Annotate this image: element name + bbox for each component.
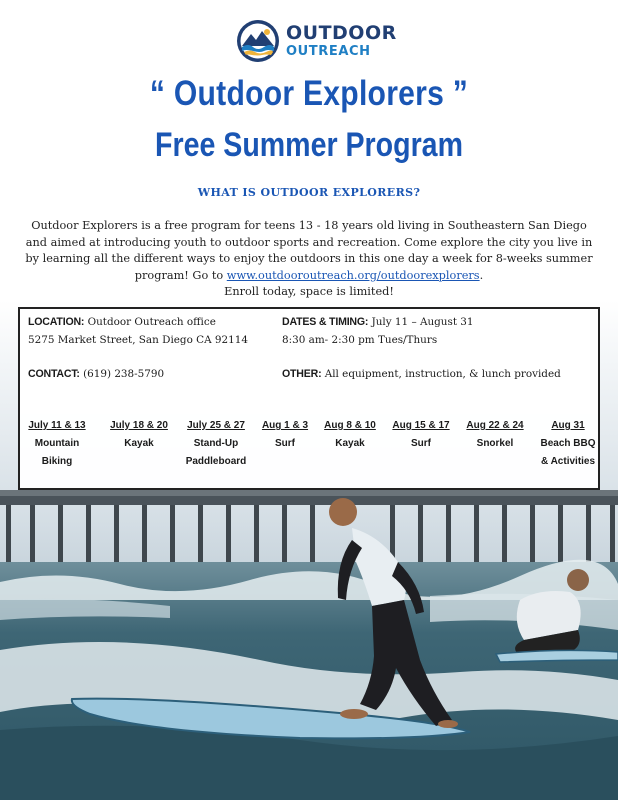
schedule-item bbox=[540, 417, 596, 471]
contact-label: CONTACT: bbox=[28, 368, 80, 380]
schedule-dates: Aug 22 & 24 bbox=[466, 420, 524, 431]
schedule-item bbox=[320, 417, 380, 453]
schedule-activity: Beach BBQ & Activities bbox=[540, 438, 596, 467]
intro-period: . bbox=[479, 268, 484, 282]
hours-value: 8:30 am- 2:30 pm Tues/Thurs bbox=[282, 334, 438, 346]
schedule-activity: Kayak bbox=[124, 438, 154, 449]
schedule-dates: Aug 15 & 17 bbox=[392, 420, 450, 431]
schedule-item bbox=[106, 417, 172, 453]
program-link[interactable]: www.outdooroutreach.org/outdoorexplorers bbox=[226, 268, 480, 282]
mountains-waves-icon bbox=[236, 19, 280, 63]
schedule-dates: Aug 8 & 10 bbox=[324, 420, 376, 431]
other-field bbox=[282, 365, 561, 383]
location-label: LOCATION: bbox=[28, 316, 85, 328]
schedule-item bbox=[182, 417, 250, 471]
location-field bbox=[28, 313, 248, 349]
program-title: “ Outdoor Explorers ” bbox=[149, 74, 469, 113]
other-label: OTHER: bbox=[282, 368, 322, 380]
schedule-activity: Kayak bbox=[335, 438, 365, 449]
program-info-box bbox=[18, 307, 600, 490]
enroll-text: Enroll today, space is limited! bbox=[224, 285, 394, 299]
contact-value[interactable]: (619) 238-5790 bbox=[83, 368, 165, 380]
schedule-dates: Aug 1 & 3 bbox=[261, 420, 309, 431]
logo-word-outdoor: OUTDOOR bbox=[286, 22, 397, 44]
address-value: 5275 Market Street, San Diego CA 92114 bbox=[28, 334, 248, 346]
other-value: All equipment, instruction, & lunch provided bbox=[324, 368, 561, 380]
dates-value: July 11 – August 31 bbox=[371, 316, 474, 328]
schedule-activity: Surf bbox=[411, 438, 431, 449]
dates-field bbox=[282, 313, 474, 349]
location-value: Outdoor Outreach office bbox=[87, 316, 216, 328]
schedule-dates: July 25 & 27 bbox=[187, 420, 245, 431]
outdoor-outreach-logo bbox=[236, 16, 397, 66]
schedule-dates: Aug 31 bbox=[551, 420, 585, 431]
schedule-dates: July 11 & 13 bbox=[28, 420, 86, 431]
schedule-activity: Snorkel bbox=[476, 438, 514, 449]
schedule-activity: Stand-Up Paddleboard bbox=[185, 438, 247, 467]
contact-field bbox=[28, 365, 164, 383]
schedule-item bbox=[260, 417, 310, 453]
schedule-item bbox=[464, 417, 526, 453]
intro-text: Outdoor Explorers is a free program for teens 13 - 18 years old living in Southeastern San Diego and aimed at introducing youth to outdoor sports and recreation. Come explore the city you live in by learning all the different ways to enjoy the outdoors in this one day a week for 8-weeks summer program! Go to bbox=[25, 219, 593, 282]
schedule-dates: July 18 & 20 bbox=[110, 420, 168, 431]
schedule-activity: Surf bbox=[275, 438, 295, 449]
schedule-activity: Mountain Biking bbox=[34, 438, 80, 467]
logo-word-outreach: OUTREACH bbox=[286, 44, 371, 59]
schedule-item bbox=[22, 417, 92, 471]
section-heading: WHAT IS OUTDOOR EXPLORERS? bbox=[197, 186, 421, 199]
dates-label: DATES & TIMING: bbox=[282, 316, 369, 328]
program-subtitle: Free Summer Program bbox=[155, 126, 463, 164]
schedule-item bbox=[390, 417, 452, 453]
intro-paragraph bbox=[22, 218, 596, 301]
